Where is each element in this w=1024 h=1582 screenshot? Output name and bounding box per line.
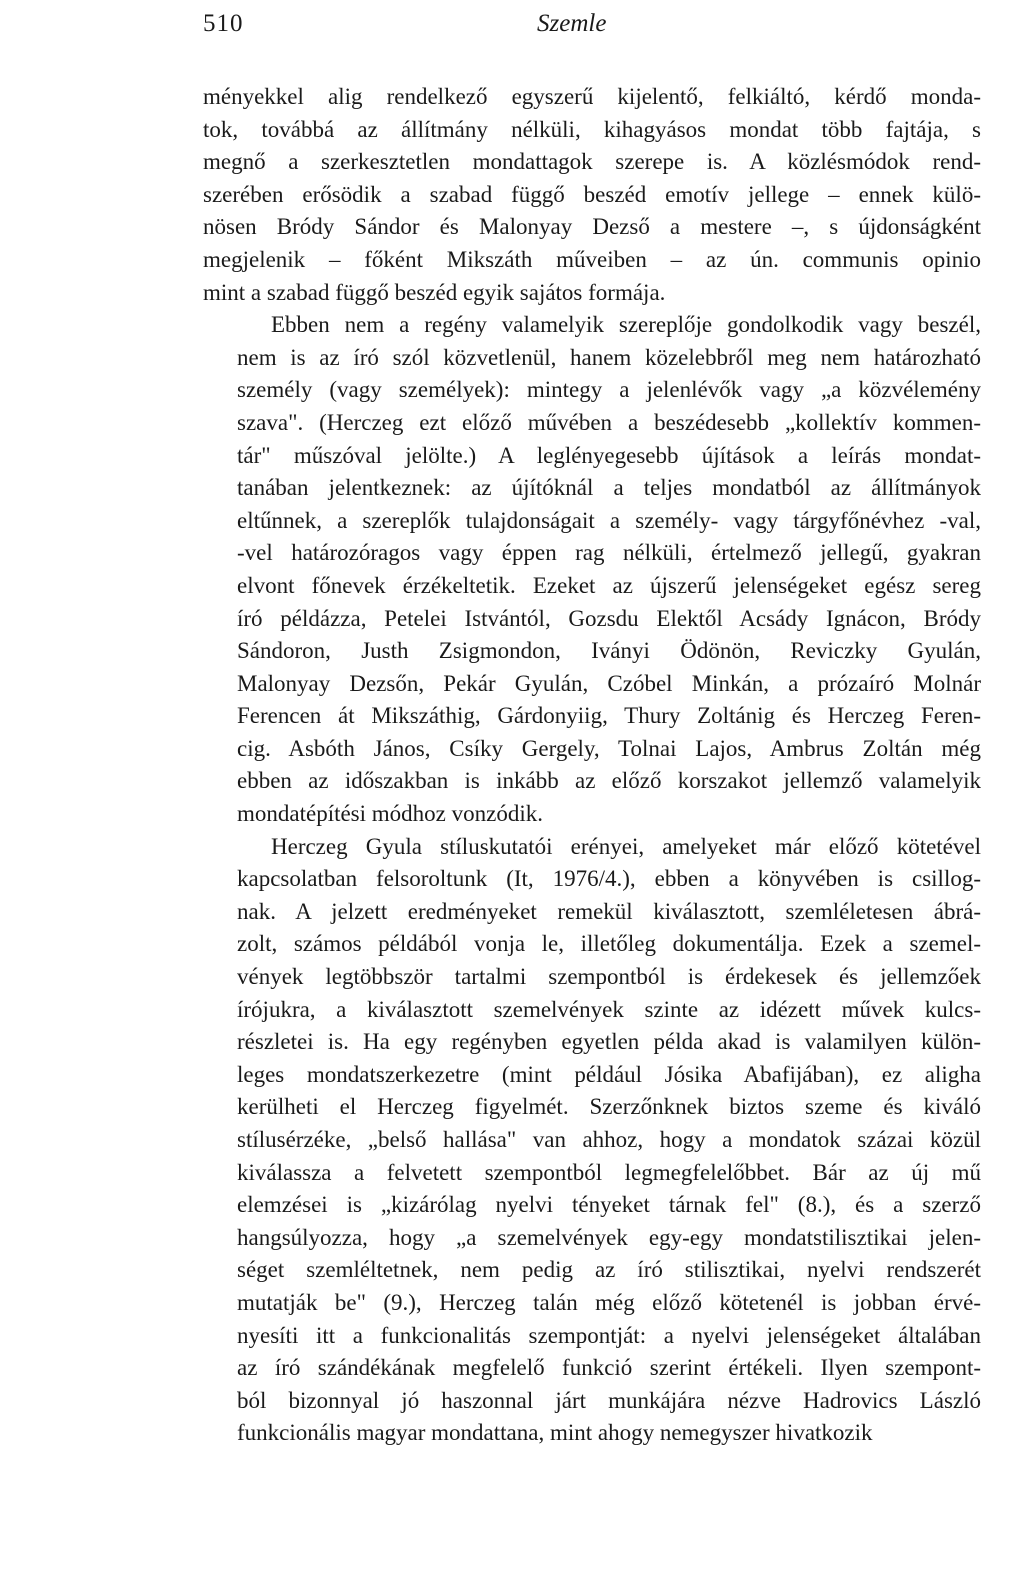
- text-line: stílusérzéke, „belső hallása" van ahhoz, hogy a mondatok százai közül: [237, 1127, 981, 1152]
- text-line: Sándoron, Justh Zsigmondon, Iványi Ödönön, Reviczky Gyulán,: [237, 638, 981, 664]
- text-line: megnő a szerkesztetlen mondattagok szerepe is. A közlésmódok rend-: [203, 149, 981, 175]
- text-line: ból bizonnyal jó haszonnal járt munkájára nézve Hadrovics László: [237, 1387, 981, 1413]
- text-line: mondatépítési módhoz vonzódik.: [237, 801, 543, 827]
- text-line: tár" műszóval jelölte.) A leglényegesebb újítások a leírás mondat-: [237, 442, 981, 468]
- text-line: Ferencen át Mikszáthig, Gárdonyiig, Thury Zoltánig és Herczeg Feren-: [237, 703, 981, 729]
- text-line: tok, továbbá az állítmány nélküli, kihagyásos mondat több fajtája, s: [203, 116, 981, 142]
- page-header: [0, 10, 1024, 50]
- paragraph-3: [203, 831, 981, 1450]
- text-line: funkcionális magyar mondattana, mint ahogy nemegyszer hivatkozik: [237, 1420, 873, 1446]
- text-line: nyesíti itt a funkcionalitás szempontját: a nyelvi jelenségeket általában: [237, 1322, 981, 1348]
- text-line: cig. Asbóth János, Csíky Gergely, Tolnai Lajos, Ambrus Zoltán még: [237, 735, 981, 761]
- text-line: elemzései is „kizárólag nyelvi tényeket tárnak fel" (8.), és a szerző: [237, 1192, 981, 1218]
- text-line: mutatják be" (9.), Herczeg talán még előző kötetenél is jobban érvé-: [237, 1289, 981, 1315]
- text-line: vények legtöbbször tartalmi szempontból is érdekesek és jellemzőek: [237, 964, 981, 990]
- text-line: eltűnnek, a szereplők tulajdonságait a személy- vagy tárgyfőnévhez -val,: [237, 507, 981, 533]
- text-line: ményekkel alig rendelkező egyszerű kijelentő, felkiáltó, kérdő monda-: [203, 84, 981, 109]
- text-line: kerülheti el Herczeg figyelmét. Szerzőnknek biztos szeme és kiváló: [237, 1094, 981, 1120]
- text-line: Malonyay Dezsőn, Pekár Gyulán, Czóbel Minkán, a prózaíró Molnár: [237, 670, 981, 696]
- paragraph-2: [203, 309, 981, 831]
- text-line: Herczeg Gyula stíluskutatói erényei, amelyeket már előző kötetével: [271, 833, 981, 859]
- text-line: tanában jelentkeznek: az újítóknál a teljes mondatból az állítmányok: [237, 475, 981, 501]
- text-line: mint a szabad függő beszéd egyik sajátos formája.: [203, 279, 666, 305]
- text-line: szava". (Herczeg ezt előző művében a beszédesebb „kollektív kommen-: [237, 409, 981, 435]
- text-line: nösen Bródy Sándor és Malonyay Dezső a mestere –, s újdonságként: [203, 214, 981, 240]
- page-number: 510: [203, 10, 244, 37]
- text-line: az író szándékának megfelelő funkció szerint értékeli. Ilyen szempont-: [237, 1355, 981, 1381]
- text-line: megjelenik – főként Mikszáth műveiben – az ún. communis opinio: [203, 246, 981, 272]
- text-line: író példázza, Petelei Istvántól, Gozsdu Elektől Acsády Ignácon, Bródy: [237, 605, 981, 631]
- text-line: személy (vagy személyek): mintegy a jelenlévők vagy „a közvélemény: [237, 377, 981, 403]
- body-text: [203, 81, 981, 1450]
- text-line: írójukra, a kiválasztott szemelvények szinte az idézett művek kulcs-: [237, 996, 981, 1022]
- text-line: nem is az író szól közvetlenül, hanem közelebbről meg nem határozható: [237, 344, 981, 370]
- text-line: -vel határozóragos vagy éppen rag nélküli, értelmező jellegű, gyakran: [237, 540, 981, 566]
- text-line: Ebben nem a regény valamelyik szereplője gondolkodik vagy beszél,: [271, 312, 981, 338]
- paragraph-1: [203, 81, 981, 309]
- text-line: részletei is. Ha egy regényben egyetlen példa akad is valamilyen külön-: [237, 1029, 981, 1055]
- text-line: séget szemléltetnek, nem pedig az író stilisztikai, nyelvi rendszerét: [237, 1257, 981, 1283]
- text-line: hangsúlyozza, hogy „a szemelvények egy-egy mondatstilisztikai jelen-: [237, 1224, 981, 1250]
- text-line: kiválassza a felvetett szempontból legmegfelelőbbet. Bár az új mű: [237, 1159, 981, 1185]
- running-title: Szemle: [537, 10, 607, 37]
- text-line: elvont főnevek érzékeltetik. Ezeket az újszerű jelenségeket egész sereg: [237, 572, 981, 598]
- text-line: nak. A jelzett eredményeket remekül kiválasztott, szemléletesen ábrá-: [237, 898, 981, 924]
- text-line: zolt, számos példából vonja le, illetőleg dokumentálja. Ezek a szemel-: [237, 931, 981, 957]
- text-line: ebben az időszakban is inkább az előző korszakot jellemző valamelyik: [237, 768, 981, 794]
- text-line: leges mondatszerkezetre (mint például Jósika Abafijában), ez aligha: [237, 1061, 981, 1087]
- text-line: szerében erősödik a szabad függő beszéd emotív jellege – ennek külö-: [203, 181, 981, 207]
- text-line: kapcsolatban felsoroltunk (It, 1976/4.), ebben a könyvében is csillog-: [237, 866, 981, 892]
